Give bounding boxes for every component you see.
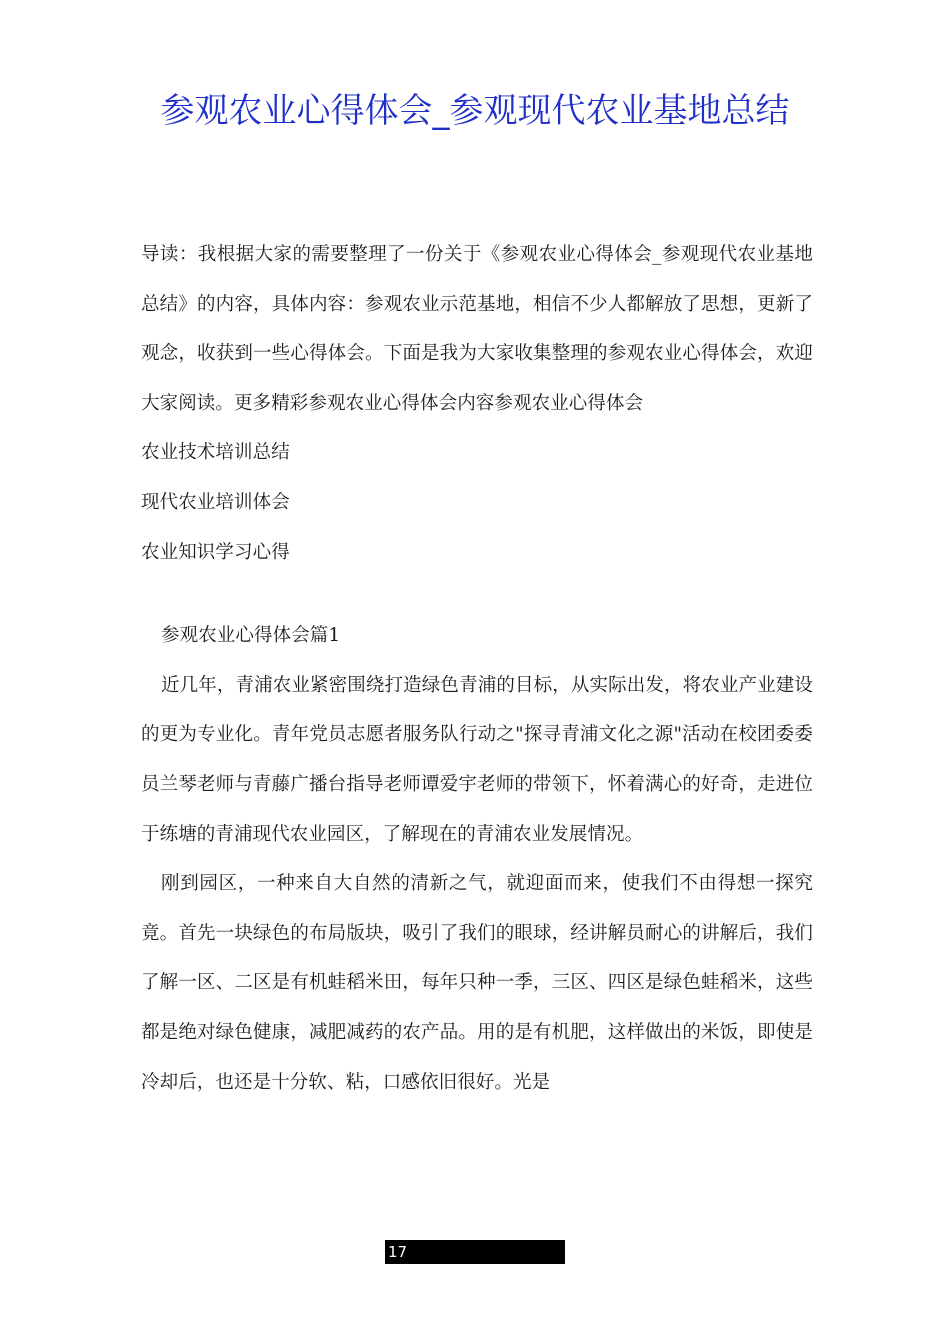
- document-title: 参观农业心得体会_参观现代农业基地总结: [160, 91, 790, 131]
- intro-paragraph: 导读：我根据大家的需要整理了一份关于《参观农业心得体会_参观现代农业基地总结》的内容，具体内容：参观农业示范基地，相信不少人都解放了思想，更新了观念，收获到一些心得体会。下面是我为大家收集整理的参观农业心得体会，欢迎大家阅读。更多精彩参观农业心得体会内容参观农业心得体会: [141, 244, 813, 414]
- related-link-3[interactable]: 农业知识学习心得: [141, 541, 290, 563]
- related-link-2[interactable]: 现代农业培训体会: [141, 491, 290, 513]
- section-heading: 参观农业心得体会篇1: [161, 625, 341, 647]
- document-body: [141, 230, 813, 1107]
- section-spacer: [141, 577, 813, 611]
- body-paragraph-1: 近几年，青浦农业紧密围绕打造绿色青浦的目标，从实际出发，将农业产业建设的更为专业化。青年党员志愿者服务队行动之"探寻青浦文化之源"活动在校团委委员兰琴老师与青藤广播台指导老师谭爱宇老师的带领下，怀着满心的好奇，走进位于练塘的青浦现代农业园区，了解现在的青浦农业发展情况。: [141, 674, 813, 845]
- body-paragraph-2: 刚到园区，一种来自大自然的清新之气，就迎面而来，使我们不由得想一探究竟。首先一块绿色的布局版块，吸引了我们的眼球，经讲解员耐心的讲解后，我们了解一区、二区是有机蛙稻米田，每年只种一季，三区、四区是绿色蛙稻米，这些都是绝对绿色健康，减肥减药的农产品。用的是有机肥，这样做出的米饭，即使是冷却后，也还是十分软、粘，口感依旧很好。光是: [141, 873, 813, 1093]
- related-link-1[interactable]: 农业技术培训总结: [141, 442, 290, 464]
- page-number-badge: 17: [385, 1240, 565, 1264]
